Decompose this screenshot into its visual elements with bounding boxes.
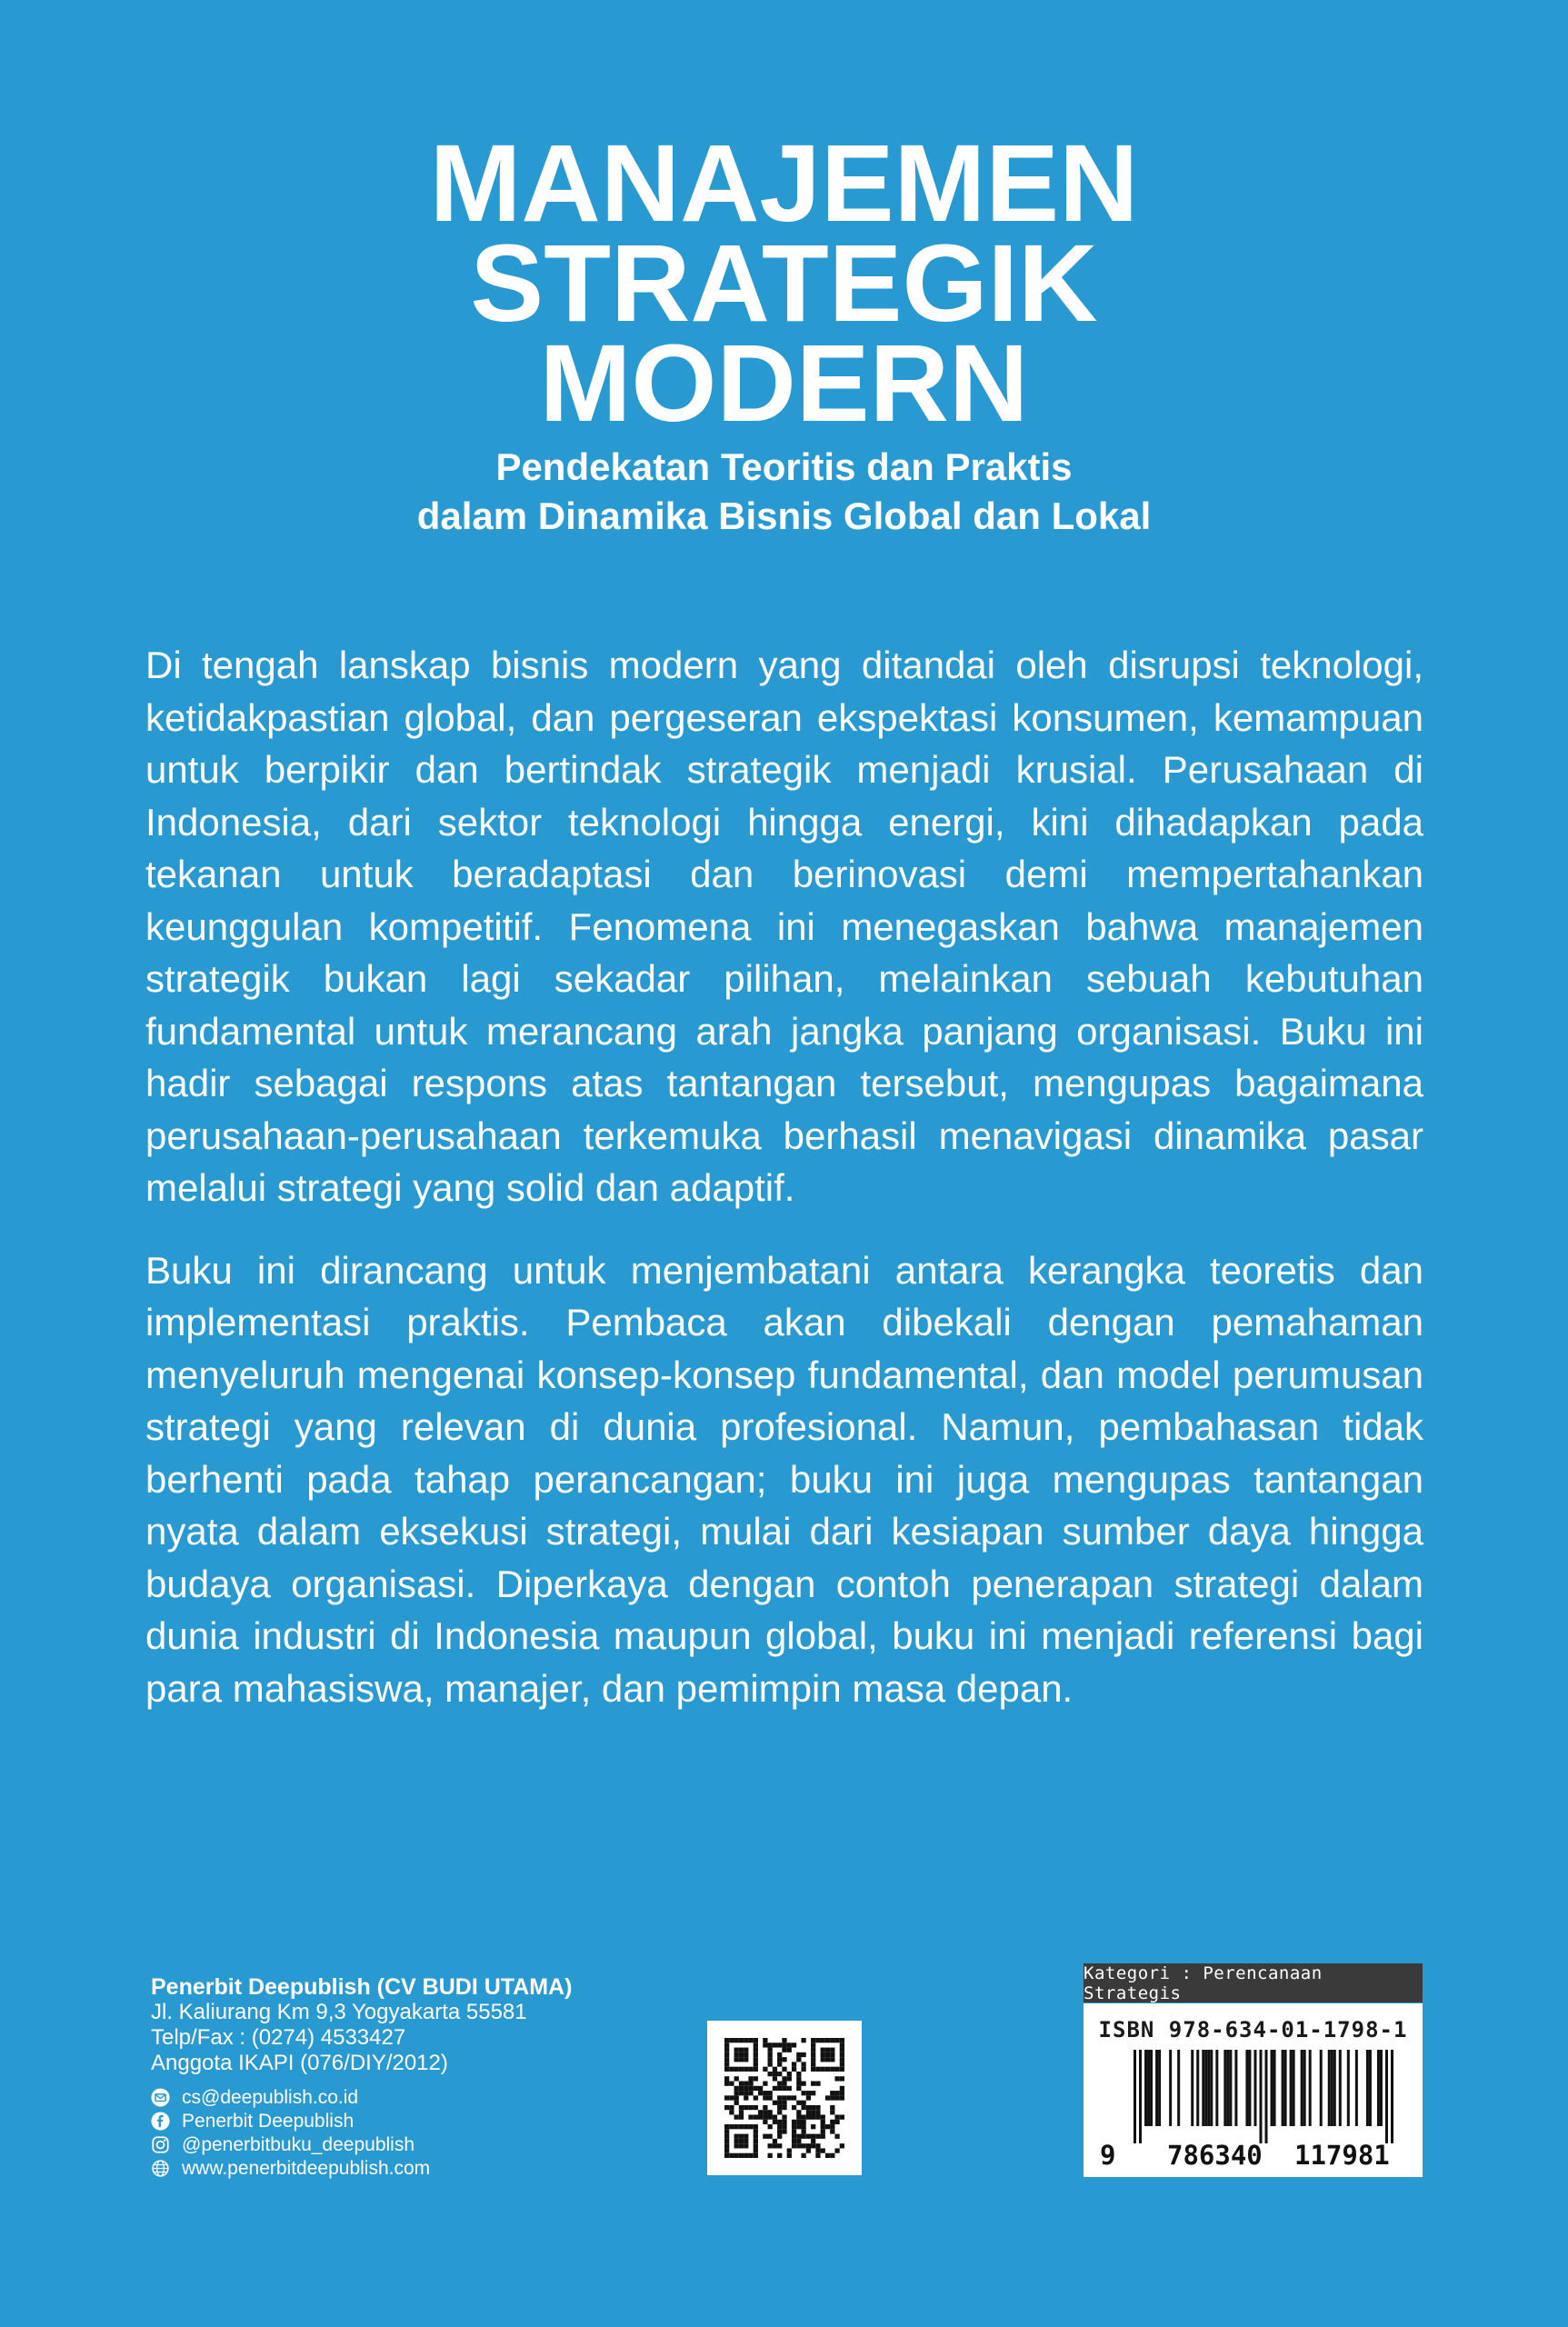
barcode-digit-group: 786340 — [1167, 2140, 1263, 2171]
barcode-digit-group: 117981 — [1294, 2140, 1390, 2171]
publisher-phone: Telp/Fax : (0274) 4533427 — [151, 2025, 406, 2050]
synopsis-paragraph: Di tengah lanskap bisnis modern yang ditandai oleh disrupsi teknologi, ketidakpastian global, dan pergeseran ekspektasi konsumen, kemampuan untuk berpikir dan bertindak strategik menjadi krusial. Perusahaan di Indonesia, dari sektor teknologi hingga energi, kini dihadapkan pada tekanan untuk beradaptasi dan berinovasi demi mempertahankan keunggulan kompetitif. Fenomena ini menegaskan bahwa manajemen strategik bukan lagi sekadar pilihan, melainkan sebuah kebutuhan fundamental untuk merancang arah jangka panjang organisasi. Buku ini hadir sebagai respons atas tantangan tersebut, mengupas bagaimana perusahaan-perusahaan terkemuka berhasil menavigasi dinamika pasar melalui strategi yang solid dan adaptif. — [145, 644, 1423, 1209]
publisher-membership: Anggota IKAPI (076/DIY/2012) — [151, 2051, 448, 2075]
category-badge: Kategori : Perencanaan Strategis — [1084, 1963, 1423, 2002]
contact-label: cs@deepublish.co.id — [182, 2087, 359, 2108]
isbn-box — [1084, 2003, 1423, 2177]
contact-label: Penerbit Deepublish — [182, 2111, 355, 2132]
book-title-line: STRATEGIK — [470, 221, 1098, 345]
book-subtitle-line: Pendekatan Teoritis dan Praktis — [495, 445, 1073, 488]
ean13-barcode — [1134, 2050, 1393, 2143]
book-title-line: MODERN — [539, 321, 1029, 444]
book-title-line: MANAJEMEN — [429, 121, 1139, 245]
contact-label: @penerbitbuku_deepublish — [182, 2134, 415, 2155]
synopsis-paragraph: Buku ini dirancang untuk menjembatani antara kerangka teoretis dan implementasi praktis. Pembaca akan dibekali dengan pemahaman menyeluruh mengenai konsep-konsep fundamental, dan model perumusan strategi yang relevan di dunia profesional. Namun, pembahasan tidak berhenti pada tahap perancangan; buku ini juga mengupas tantangan nyata dalam eksekusi strategi, mulai dari kesiapan sumber daya hingga budaya organisasi. Diperkaya dengan contoh penerapan strategi dalam dunia industri di Indonesia maupun global, buku ini menjadi referensi bagi para mahasiswa, manajer, dan pemimpin masa depan. — [145, 1248, 1423, 1710]
email-icon — [151, 2088, 170, 2107]
book-subtitle-line: dalam Dinamika Bisnis Global dan Lokal — [416, 494, 1152, 537]
publisher-name: Penerbit Deepublish (CV BUDI UTAMA) — [151, 1974, 573, 2000]
qr-code — [724, 2038, 844, 2158]
book-title — [0, 121, 1568, 444]
instagram-icon — [151, 2135, 170, 2154]
synopsis — [145, 639, 1423, 1714]
publisher-contacts — [151, 2088, 572, 2178]
globe-icon — [151, 2159, 170, 2178]
facebook-icon — [151, 2112, 170, 2131]
barcode-digits — [1084, 2140, 1423, 2171]
contact-row-email — [151, 2088, 572, 2107]
isbn-block — [1084, 1963, 1423, 2177]
barcode-digit-group: 9 — [1100, 2140, 1116, 2171]
contact-label: www.penerbitdeepublish.com — [182, 2158, 431, 2179]
publisher-address: Jl. Kaliurang Km 9,3 Yogyakarta 55581 — [151, 2000, 527, 2024]
contact-row-website — [151, 2159, 572, 2178]
publisher-info — [151, 1974, 572, 2178]
isbn-label: ISBN 978-634-01-1798-1 — [1098, 2017, 1408, 2042]
contact-row-facebook — [151, 2112, 572, 2131]
book-subtitle — [0, 443, 1568, 541]
qr-code-tile — [707, 2021, 862, 2175]
contact-row-instagram — [151, 2135, 572, 2154]
